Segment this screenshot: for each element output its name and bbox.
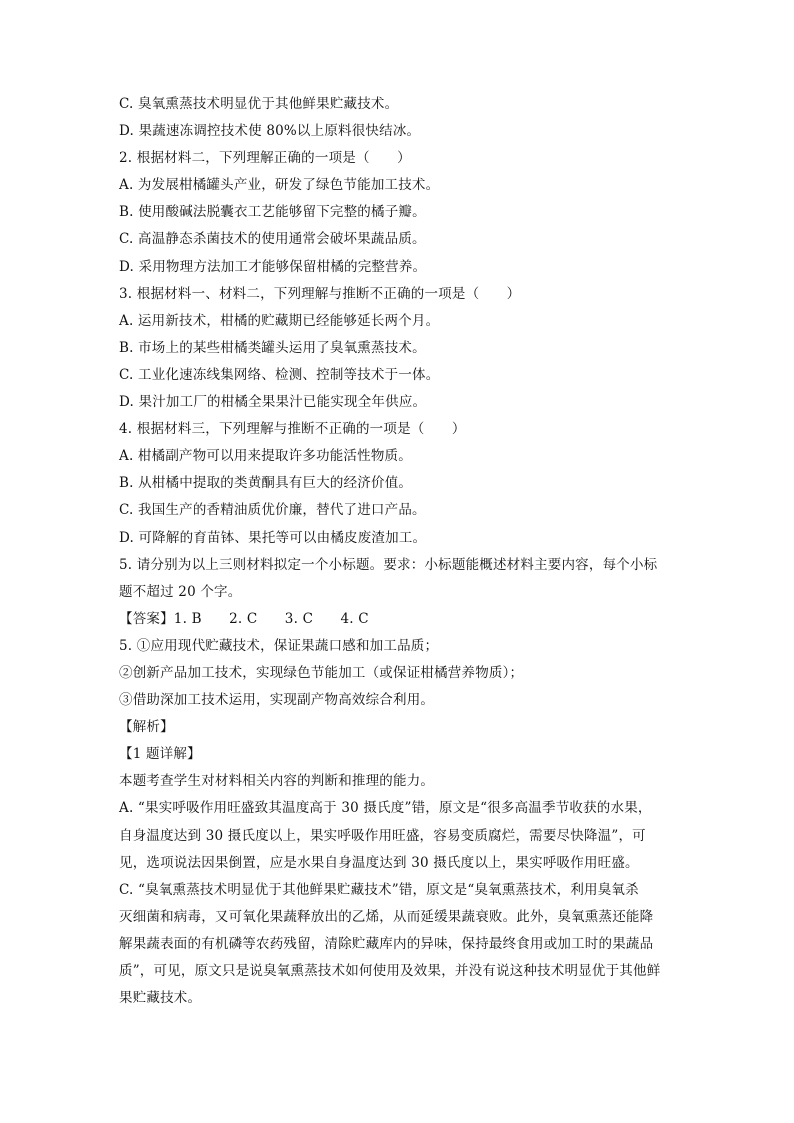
analysis-subheading: 【1 题详解】 [119,746,201,763]
text-line: 质”，可见，原文只是说臭氧熏蒸技术如何使用及效果，并没有说这种技术明显优于其他鲜 [119,963,661,979]
option-d: D. 果汁加工厂的柑橘全果果汁已能实现全年供应。 [119,394,427,411]
text-line: 题不超过 20 个字。 [119,583,242,600]
option-c: C. 工业化速冻线集网络、检测、控制等技术于一体。 [119,366,440,383]
answer-line: ②创新产品加工技术，实现绿色节能加工（或保证柑橘营养物质）； [119,664,524,681]
option-c: C. 我国生产的香精油质优价廉，替代了进口产品。 [119,502,426,519]
option-a: A. 为发展柑橘罐头产业，研发了绿色节能加工技术。 [119,177,440,194]
question-heading: 2. 根据材料二，下列理解正确的一项是（ ） [119,150,411,167]
answer-line: 5. ①应用现代贮藏技术，保证果蔬口感和加工品质； [119,637,439,654]
text-line: 解果蔬表面的有机磷等农药残留，清除贮藏库内的异味，保持最终食用或加工时的果蔬品 [119,935,654,952]
document-body [119,91,679,1012]
text-line: D. 果蔬速冻调控技术使 80%以上原料很快结冰。 [119,123,421,140]
answer-line: 【答案】1. B 2. C 3. C 4. C [119,610,369,627]
text-line: 自身温度达到 30 摄氏度以上，果实呼吸作用旺盛，容易变质腐烂，需要尽快降温”，可 [119,827,646,844]
text-line: 灭细菌和病毒，又可氧化果蔬释放出的乙烯，从而延缓果蔬衰败。此外，臭氧熏蒸还能降 [119,908,654,925]
question-heading: 4. 根据材料三，下列理解与推断不正确的一项是（ ） [119,421,466,438]
text-line: 见，选项说法因果倒置，应是水果自身温度达到 30 摄氏度以上，果实呼吸作用旺盛。 [119,854,639,871]
answer-line: ③借助深加工技术运用，实现副产物高效综合利用。 [119,692,435,709]
option-a: A. 运用新技术，柑橘的贮藏期已经能够延长两个月。 [119,312,440,329]
option-d: D. 可降解的育苗钵、果托等可以由橘皮废渣加工。 [119,529,427,546]
option-b: B. 使用酸碱法脱囊衣工艺能够留下完整的橘子瓣。 [119,204,426,221]
text-line: 果贮藏技术。 [119,990,202,1007]
option-c: C. 高温静态杀菌技术的使用通常会破坏果蔬品质。 [119,231,426,248]
text-line: C. 臭氧熏蒸技术明显优于其他鲜果贮藏技术。 [119,96,399,112]
text-line: A. “果实呼吸作用旺盛致其温度高于 30 摄氏度”错，原文是“很多高温季节收获的水果， [119,800,652,817]
question-heading: 3. 根据材料一、材料二，下列理解与推断不正确的一项是（ ） [119,285,521,302]
option-d: D. 采用物理方法加工才能够保留柑橘的完整营养。 [119,258,427,275]
text-line: 本题考查学生对材料相关内容的判断和推理的能力。 [119,773,435,790]
text-line: C. “臭氧熏蒸技术明显优于其他鲜果贮藏技术”错，原文是“臭氧熏蒸技术，利用臭氧杀 [119,881,639,898]
analysis-heading: 【解析】 [119,719,174,736]
question-heading: 5. 请分别为以上三则材料拟定一个小标题。要求：小标题能概述材料主要内容，每个小标 [119,556,658,573]
option-b: B. 市场上的某些柑橘类罐头运用了臭氧熏蒸技术。 [119,339,426,356]
option-a: A. 柑橘副产物可以用来提取许多功能活性物质。 [119,448,412,465]
option-b: B. 从柑橘中提取的类黄酮具有巨大的经济价值。 [119,475,413,492]
